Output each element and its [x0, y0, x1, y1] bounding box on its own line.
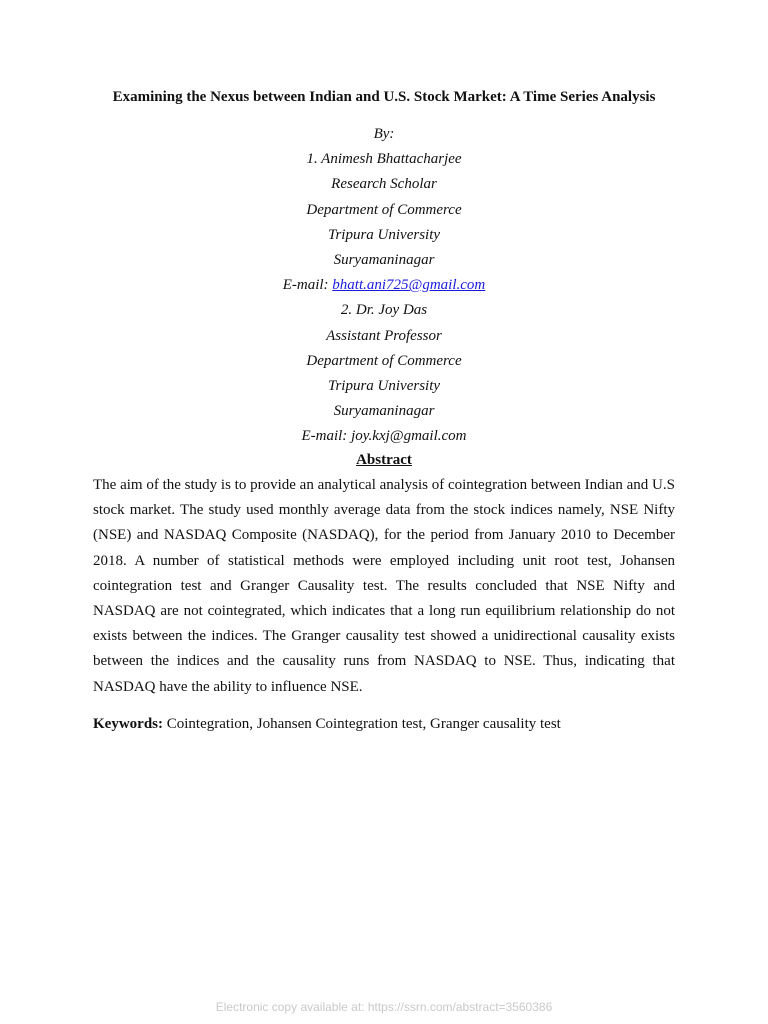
- by-label: By:: [373, 126, 395, 142]
- author-2-email-line: [0, 424, 768, 449]
- author-1-email-label: E-mail:: [282, 277, 333, 294]
- author-2-designation: Assistant Professor: [326, 327, 442, 344]
- keywords-line: [93, 712, 675, 737]
- author-2-university: Tripura University: [327, 378, 441, 395]
- author-2-department: Department of Commerce: [306, 352, 462, 369]
- keywords-label: Keywords:: [93, 716, 163, 732]
- author-2-location: Suryamaninagar: [333, 403, 435, 420]
- author-2-email: joy.kxj@gmail.com: [351, 428, 467, 445]
- abstract-body: The aim of the study is to provide an analytical analysis of cointegration between Indian and U.S stock market. The study used monthly average data from the stock indices namely, NSE Nifty (NSE) and NASDAQ Composite (NASDAQ), for the period from January 2010 to December 2018. A number of statistical methods were employed including unit root test, Johansen cointegration test and Granger Causality test. The results concluded that NSE Nifty and NASDAQ are not cointegrated, which indicates that a long run equilibrium relationship do not exists between the indices. The Granger causality test showed a unidirectional causality exists between the indices and the causality runs from NASDAQ to NSE. Thus, indicating that NASDAQ have the ability to influence NSE.: [93, 477, 675, 695]
- keywords-text: Cointegration, Johansen Cointegration test, Granger causality test: [163, 716, 561, 732]
- ssrn-footer: Electronic copy available at: https://ssrn.com/abstract=3560386: [215, 1000, 553, 1014]
- author-1-email-line: [0, 273, 768, 298]
- author-1-department: Department of Commerce: [306, 201, 462, 218]
- author-2-email-label: E-mail:: [301, 428, 352, 445]
- author-1-designation: Research Scholar: [331, 176, 437, 193]
- author-1-email-link[interactable]: bhatt.ani725@gmail.com: [332, 277, 486, 294]
- author-block: [0, 122, 768, 450]
- author-2-name: 2. Dr. Joy Das: [340, 302, 428, 319]
- paper-title: Examining the Nexus between Indian and U.S. Stock Market: A Time Series Analysis: [112, 89, 656, 105]
- author-1-location: Suryamaninagar: [333, 252, 435, 269]
- author-1-name: 1. Animesh Bhattacharjee: [306, 151, 462, 168]
- author-1-university: Tripura University: [327, 226, 441, 243]
- abstract-heading: Abstract: [356, 452, 412, 468]
